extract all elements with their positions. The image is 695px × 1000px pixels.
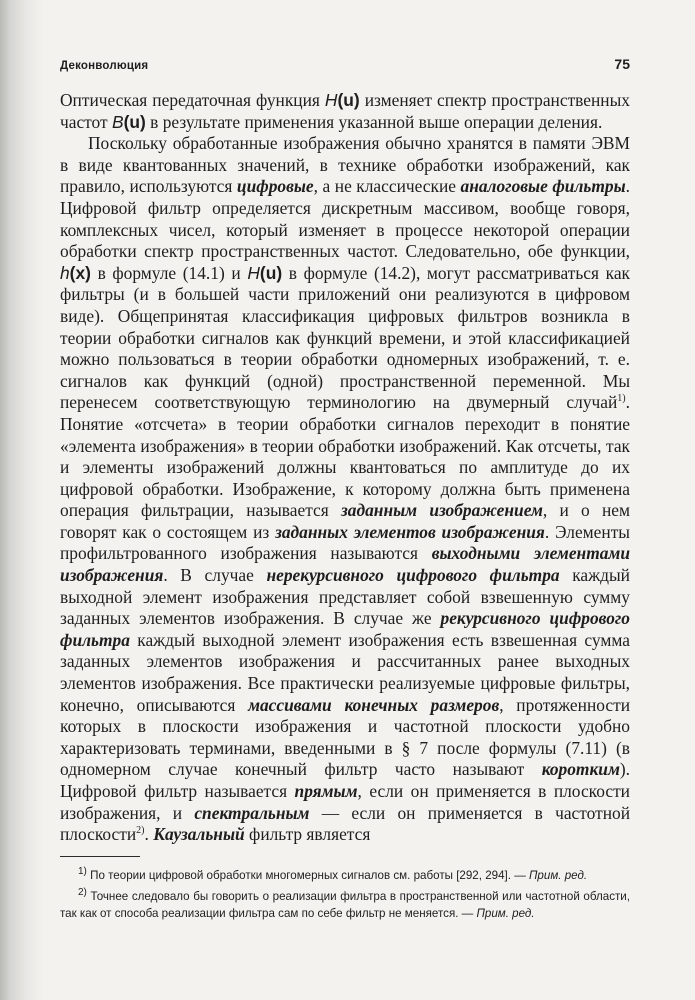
text-span: каждый выходной элемент изображения есть взвешенная сумма заданных элементов изображения и рассчитанных ранее выходных элементов изображения. Все практически реализуемые цифровые фильтры, конечно, описываются — [60, 629, 630, 715]
math-symbol: B — [111, 111, 124, 132]
footnote-ref-2[interactable]: 2) — [136, 825, 145, 837]
term-digital: цифровые — [236, 176, 314, 197]
term-analog-filters: аналоговые фильтры — [460, 176, 626, 197]
page-number: 75 — [614, 56, 630, 72]
text-span: , если он применяется в плоскости изображения, и — [60, 781, 630, 823]
footnotes — [60, 867, 630, 922]
term-finite-arrays: массивами конечных размеров — [248, 694, 500, 715]
text-span: — если он применяется в частотной плоскости — [60, 802, 630, 845]
term-direct: прямым — [294, 781, 358, 801]
term-nonrecursive-filter: нерекурсивного цифрового фильтра — [266, 565, 560, 586]
text-span: изменяет спектр пространственных частот — [60, 90, 630, 132]
body-text — [60, 90, 630, 846]
footnote-1 — [60, 867, 630, 884]
editor-note: Прим. ред. — [529, 868, 588, 882]
text-span: , а не классические — [313, 176, 461, 197]
text-span: Оптическая передаточная функция — [60, 90, 325, 110]
math-symbol: H — [324, 90, 338, 110]
math-argument: (u) — [123, 111, 146, 132]
text-span: фильтр является — [244, 824, 371, 845]
footnote-text: Точнее следовало бы говорить о реализации фильтра в пространственной или частотной области, так как от способа реализации фильтра сам по себе фильтр не меняется. — — [60, 889, 630, 920]
chapter-title: Деконволюция — [60, 60, 149, 72]
math-argument: (u) — [337, 90, 360, 110]
math-symbol: h — [60, 262, 70, 283]
book-page — [60, 56, 630, 926]
footnote-mark: 1) — [78, 865, 87, 877]
term-spectral: спектральным — [194, 802, 310, 823]
term-causal: Каузальный — [153, 824, 245, 845]
footnote-text: По теории цифровой обработки многомерных сигналов см. работы [292, 294]. — — [86, 868, 530, 882]
text-span: . Цифровой фильтр определяется дискретным массивом, вообще говоря, комплексных чисел, который изменяет в процессе некоторой операции обработки спектр пространственных частот. Следовательно, обе функции, — [60, 176, 630, 262]
formula-B — [112, 112, 146, 132]
formula-H — [325, 90, 360, 110]
term-given-image: заданным изображением — [341, 500, 543, 521]
term-short: коротким — [541, 759, 620, 780]
text-span: Поскольку обработанные изображения обычно хранятся в памяти ЭВМ в виде квантованных значений, в технике обработки изображений, как правило, используются — [60, 133, 630, 197]
text-span: , и о нем говорят как о состоящем из — [60, 500, 630, 542]
text-span: ). Цифровой фильтр называется — [60, 759, 630, 801]
term-recursive-filter: рекурсивного цифрового фильтра — [60, 608, 631, 650]
text-span: в результате применения указанной выше операции деления. — [145, 111, 603, 132]
math-argument: (u) — [259, 262, 283, 283]
math-argument: (x) — [69, 262, 91, 283]
formula-h — [60, 263, 91, 283]
text-span: . В случае — [163, 565, 267, 586]
term-output-elements: выходными элементами изображения — [60, 543, 631, 586]
editor-note: Прим. ред. — [476, 906, 535, 920]
footnote-2 — [60, 888, 630, 922]
text-span: . — [144, 824, 154, 845]
text-span: в формуле (14.1) и — [90, 262, 248, 283]
footnote-divider — [60, 856, 140, 857]
formula-H — [247, 263, 282, 283]
text-span: . Понятие «отсчета» в теории обработки сигналов переходит в понятие «элемента изображения» в теории обработки изображений. Как отсчеты, так и элементы изображений должны квантоваться по амплитуде до их цифровой обработки. Изображение, к которому должна быть применена операция фильтрации, называется — [60, 392, 630, 521]
paragraph-1 — [60, 90, 630, 133]
term-given-elements: заданных элементов изображения — [275, 521, 545, 542]
text-span: , протяженности которых в плоскости изображения и частотной плоскости удобно характеризовать терминами, введенными в § 7 после формулы (7.11) (в одномерном случае конечный фильтр часто называют — [60, 694, 631, 780]
scan-binding-shadow — [0, 0, 44, 1000]
paragraph-2 — [60, 133, 630, 846]
text-span: . Элементы профильтрованного изображения называются — [60, 521, 630, 564]
footnote-mark: 2) — [78, 886, 87, 898]
text-span: в формуле (14.2), могут рассматриваться как фильтры (и в большей части приложений они реализуются в цифровом виде). Общепринятая классификация цифровых фильтров возникла в теории обработки сигналов как функций времени, и этой классификацией можно пользоваться в теории обработки одномерных изображений, т. е. сигналов как функций (одной) пространственной переменной. Мы перенесем соответствующую терминологию на двумерный случай — [60, 262, 630, 413]
text-span: каждый выходной элемент изображения представляет собой взвешенную сумму заданных элементов изображения. В случае же — [60, 565, 630, 629]
math-symbol: H — [247, 262, 260, 283]
footnote-ref-1[interactable]: 1) — [617, 393, 626, 405]
running-head — [60, 56, 630, 72]
